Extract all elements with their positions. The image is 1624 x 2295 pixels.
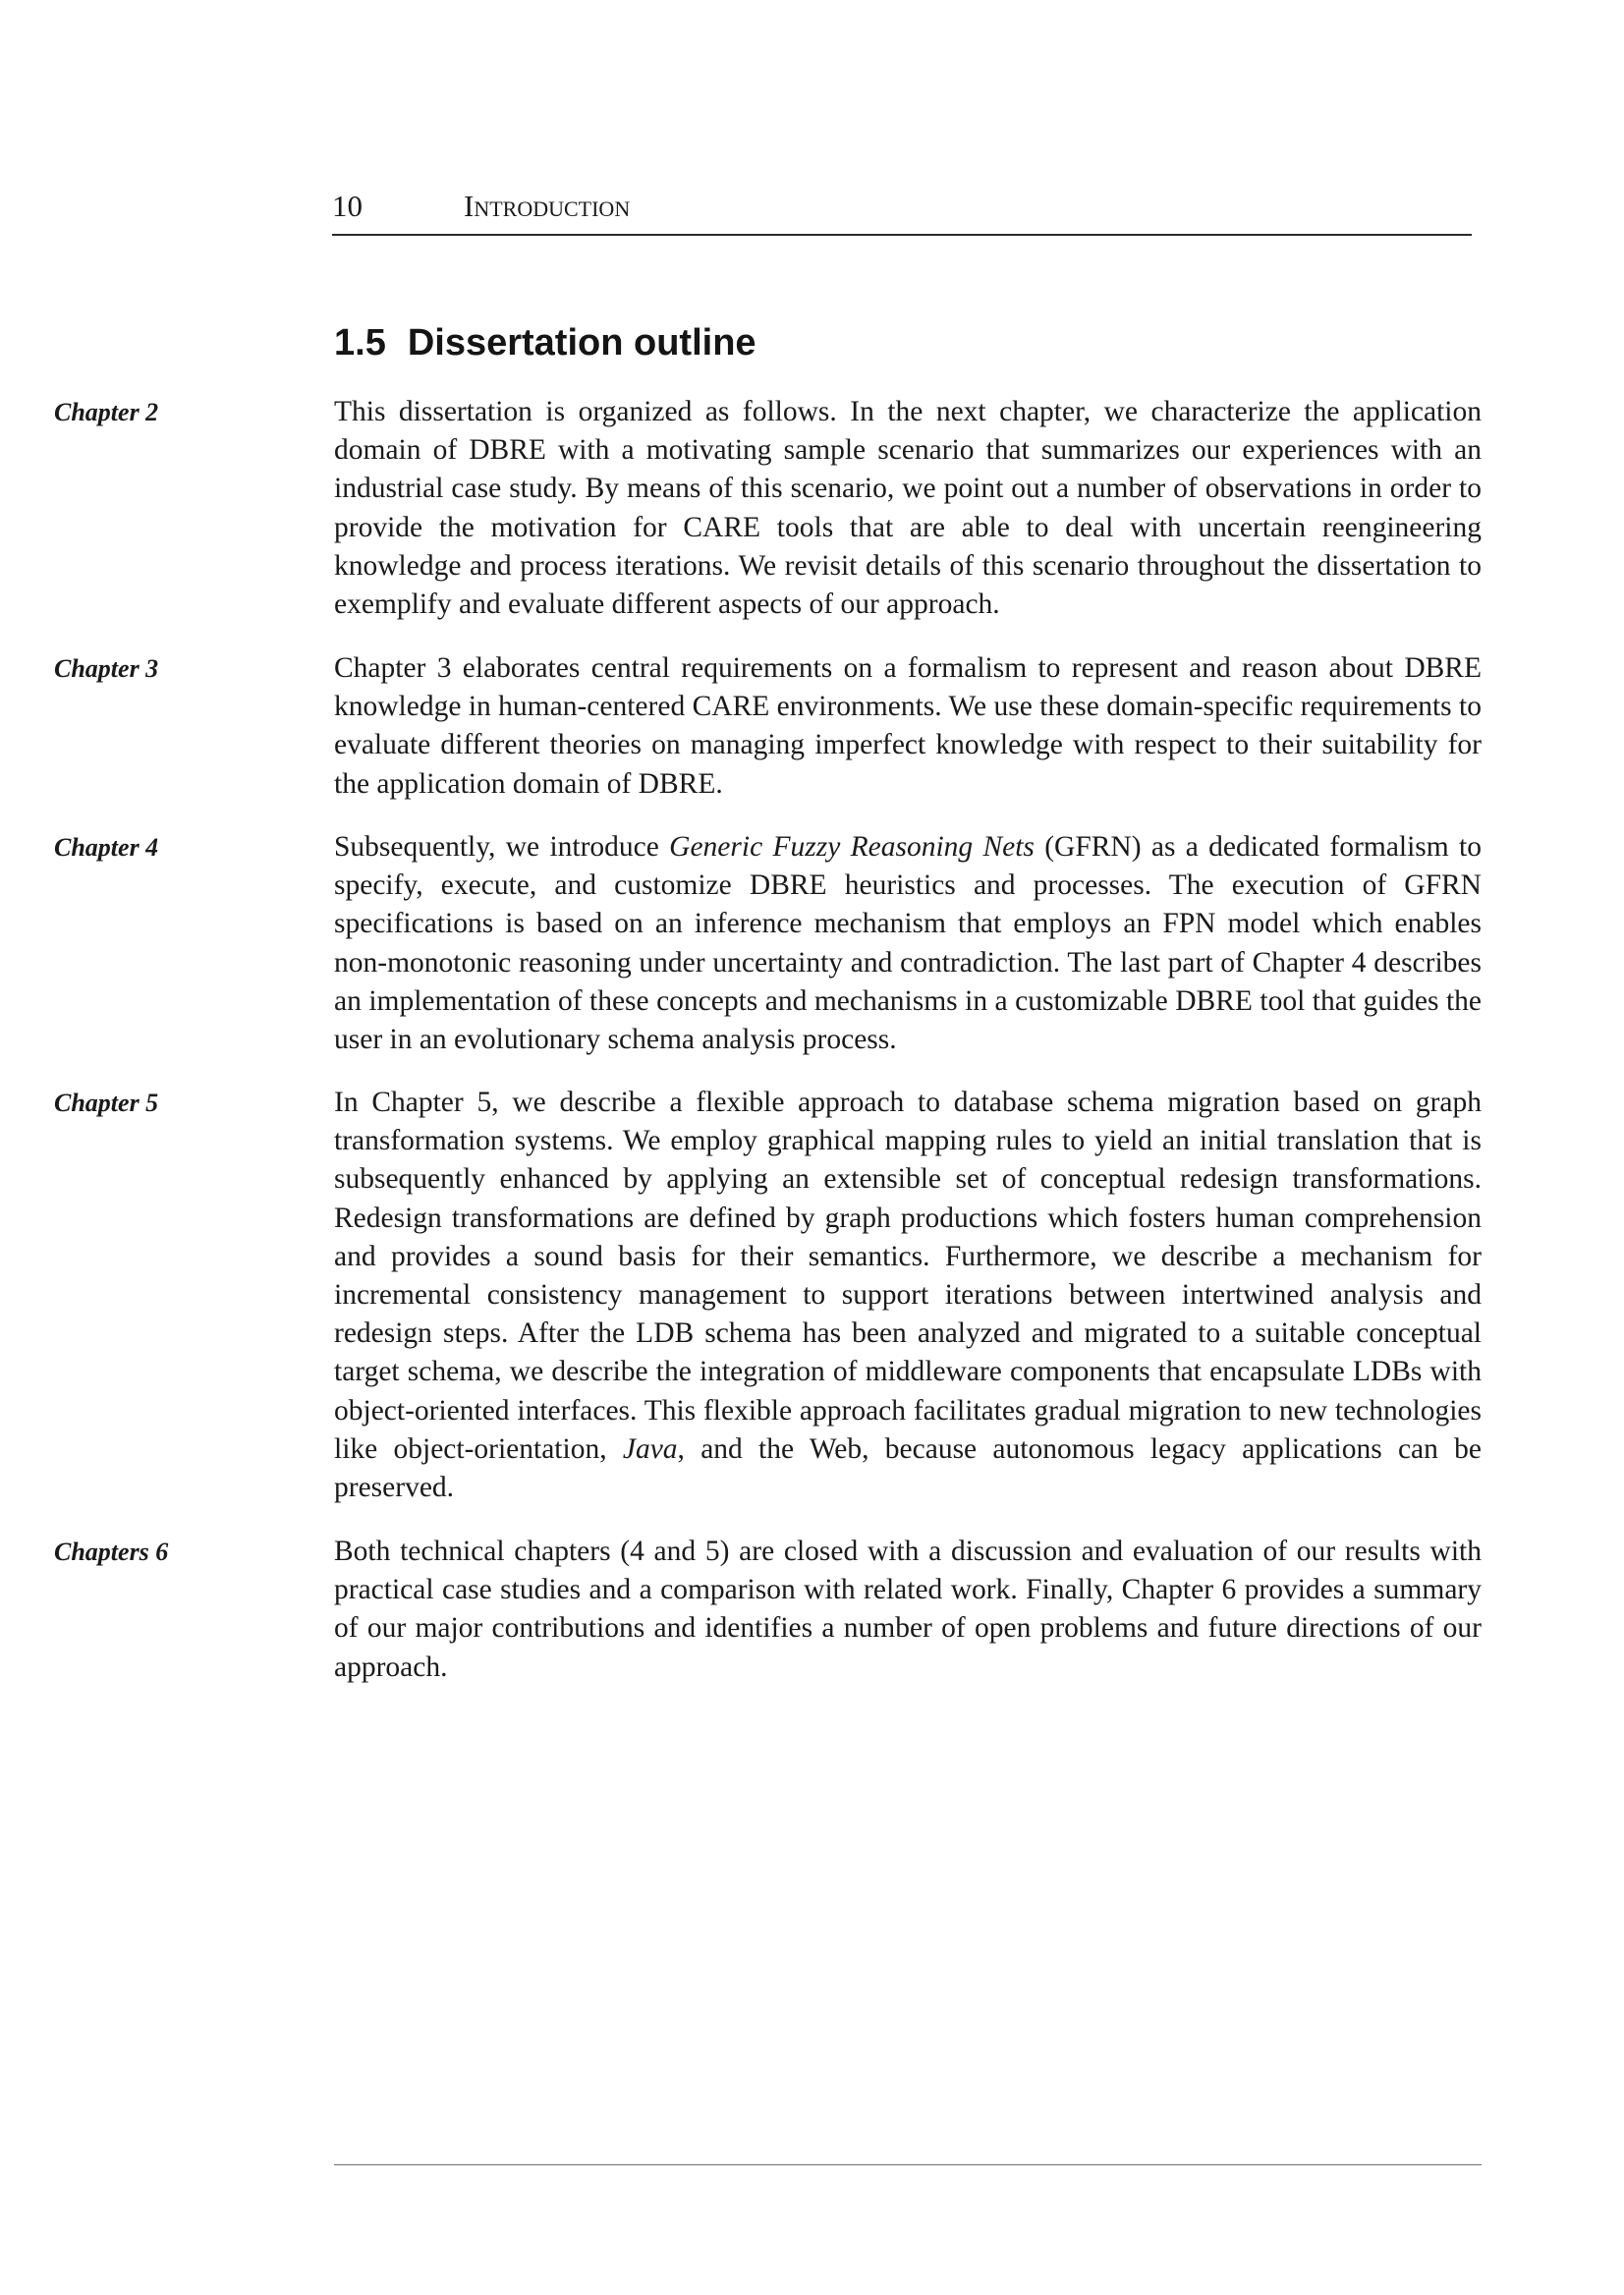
- paragraph-chapter-2: This dissertation is organized as follows. In the next chapter, we characterize the application domain of DBRE with a motivating sample scenario that summarizes our experiences with an industrial case study. By means of this scenario, we point out a number of observations in order to provide the motivation for CARE tools that are able to deal with uncertain reengineering knowledge and process iterations. We revisit details of this scenario throughout the dissertation to exemplify and evaluate different aspects of our approach.: [334, 396, 1482, 621]
- running-title: Introduction: [464, 189, 631, 223]
- paragraph-chapter-6: Both technical chapters (4 and 5) are closed with a discussion and evaluation of our results with practical case studies and a comparison with related work. Finally, Chapter 6 provides a summary of our major contributions and identifies a number of open problems and future directions of our approach.: [334, 1536, 1482, 1683]
- margin-label-chapter-2: Chapter 2: [54, 398, 159, 426]
- paragraph-chapter-5-part-1: In Chapter 5, we describe a flexible approach to database schema migration based on graph transformation systems. We employ graphical mapping rules to yield an initial translation that is subsequently enhanced by applying an extensible set of conceptual redesign transformations. Redesign transformations are defined by graph productions which fosters human comprehension and provides a sound basis for their semantics. Furthermore, we describe a mechanism for incremental consistency management to support iterations between intertwined analysis and redesign steps. After the LDB schema has been analyzed and migrated to a suitable conceptual target schema, we describe the integration of middleware components that encapsulate LDBs with object-oriented interfaces. This flexible approach facilitates gradual migration to new technologies like object-orientation,: [334, 1087, 1482, 1465]
- paragraph-chapter-4-emphasis: Generic Fuzzy Reasoning Nets: [669, 831, 1035, 863]
- paragraph-chapter-3: Chapter 3 elaborates central requirements on a formalism to represent and reason about DBRE knowledge in human-centered CARE environments. We use these domain-specific requirements to evaluate different theories on managing imperfect knowledge with respect to their suitability for the application domain of DBRE.: [334, 652, 1482, 800]
- paragraph-chapter-4-part-1: Subsequently, we introduce: [334, 831, 670, 863]
- page-number: 10: [332, 189, 363, 223]
- footer-rule: [334, 2164, 1482, 2165]
- section-title: [334, 319, 756, 366]
- margin-label-chapter-6: Chapters 6: [54, 1538, 169, 1566]
- margin-label-chapter-3: Chapter 3: [54, 654, 159, 683]
- margin-label-chapter-4: Chapter 4: [54, 833, 159, 862]
- paragraph-chapter-4: [334, 828, 1482, 1059]
- paragraph-chapter-5-emphasis: Java: [622, 1432, 678, 1465]
- running-head: [332, 187, 1472, 236]
- section-number: 1.5: [334, 322, 386, 364]
- paragraph-chapter-5: [334, 1084, 1482, 1507]
- margin-label-chapter-5: Chapter 5: [54, 1089, 159, 1117]
- paragraph-chapter-5-part-2: , and the Web, because autonomous legacy applications can be preserved.: [334, 1432, 1483, 1504]
- section-title-text: Dissertation outline: [407, 322, 756, 364]
- paragraph-chapter-4-part-2: (GFRN) as a dedicated formalism to specify, execute, and customize DBRE heuristics and processes. The execution of GFRN specifications is based on an inference mechanism that employs an FPN model which enables non-monotonic reasoning under uncertainty and contradiction. The last part of Chapter 4 describes an implementation of these concepts and mechanisms in a customizable DBRE tool that guides the user in an evolutionary schema analysis process.: [334, 831, 1482, 1056]
